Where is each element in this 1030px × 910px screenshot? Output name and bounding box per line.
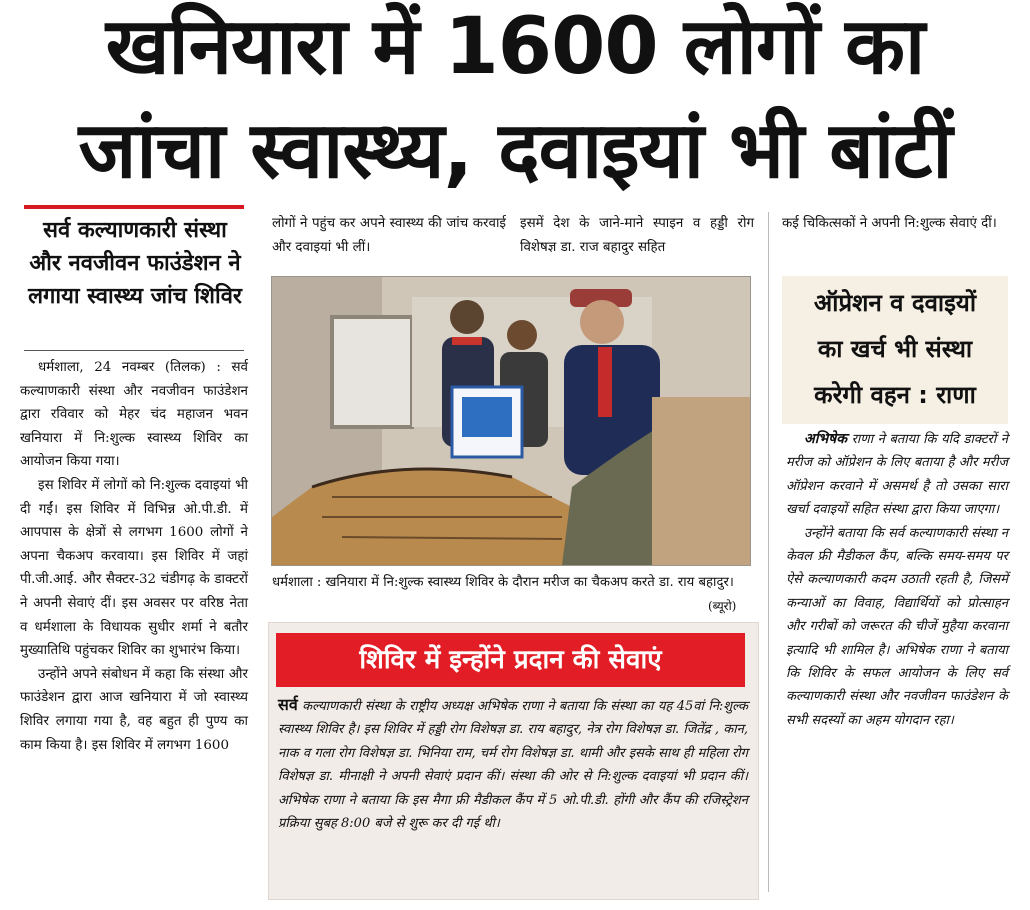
lead-word: सर्व: [278, 695, 298, 714]
article-column-1: [20, 356, 248, 757]
subheadline: सर्व कल्याणकारी संस्था और नवजीवन फाउंडेशन ने लगाया स्वास्थ्य जांच शिविर: [28, 218, 242, 309]
headline-line-1: खनियारा में 1600 लोगों का: [105, 2, 925, 92]
photo-credit: (ब्यूरो): [708, 599, 737, 613]
photo-illustration: [272, 277, 750, 565]
caption-text: धर्मशाला : खनियारा में नि:शुल्क स्वास्थ्य शिविर के दौरान मरीज का चैकअप करते डा. राय बहादुर।: [272, 575, 734, 590]
paragraph-body: राणा ने बताया कि यदि डाक्टरों ने मरीज को ऑप्रेशन के लिए बताया है और मरीज ऑप्रेशन करवाने में असमर्थ है तो उसका सारा खर्चा दवाइयों सहित संस्था द्वारा किया जाएगा।: [786, 432, 1008, 518]
pull-quote-line: करेगी वहन : राणा: [814, 381, 976, 409]
paragraph: उन्होंने बताया कि सर्व कल्याणकारी संस्था न केवल फ्री मैडीकल कैंप, बल्कि समय-समय पर ऐसे कल्याणकारी कदम उठाती रहती है, जिसमें कन्याओं का विवाह, विद्यार्थियों को प्रोत्साहन और गरीबों को जरूरत की चीजें मुहैया करवाना इत्यादि भी शामिल है। अभिषेक राणा ने बताया कि शिविर के सफल आयोजन के लिए सर्व कल्याणकारी संस्था और नवजीवन फाउंडेशन के सभी सदस्यों का अहम योगदान रहा।: [786, 525, 1008, 728]
column-divider: [768, 212, 769, 892]
red-rule: [24, 205, 244, 209]
news-photo: [271, 276, 751, 566]
lead-word: अभिषेक: [804, 431, 848, 447]
paragraph: उन्होंने अपने संबोधन में कहा कि संस्था और फाउंडेशन द्वारा आज खनियारा में जो स्वास्थ्य शिविर लगाया गया है, वह बहुत ही पुण्य का काम किया है। इस शिविर में लगभग 1600: [20, 666, 248, 753]
pull-quote-line: का खर्च भी संस्था: [817, 335, 973, 363]
divider: [24, 350, 244, 351]
pull-quote-line: ऑप्रेशन व दवाइयों: [813, 289, 977, 317]
services-banner: शिविर में इन्होंने प्रदान की सेवाएं: [276, 633, 745, 687]
article-column-4: [786, 428, 1008, 732]
pull-quote: [782, 276, 1008, 424]
paragraph: इस शिविर में लोगों को नि:शुल्क दवाइयां भी दी गईं। इस शिविर में विभिन्न ओ.पी.डी. में आपपास के क्षेत्रों से लगभग 1600 लोगों ने अपना चैकअप करवाया। इस शिविर में जहां पी.जी.आई. और सैक्टर-32 चंडीगढ़ के डाक्टरों ने अपनी सेवाएं दीं। इस अवसर पर वरिष्ठ नेता व धर्मशाला के विधायक सुधीर शर्मा ने बतौर मुख्यातिथि पहुंचकर शिविर का शुभारंभ किया।: [20, 477, 248, 659]
paragraph: [786, 428, 1008, 522]
article-column-4-top: कई चिकित्सकों ने अपनी नि:शुल्क सेवाएं दीं।: [782, 216, 997, 231]
article-column-2-top: लोगों ने पहुंच कर अपने स्वास्थ्य की जांच करवाई और दवाइयां भी लीं।: [272, 216, 506, 255]
services-text: [278, 693, 748, 835]
article-column-3-top: इसमें देश के जाने-माने स्पाइन व हड्डी रोग विशेषज्ञ डा. राज बहादुर सहित: [520, 216, 754, 255]
photo-caption: [272, 571, 754, 594]
paragraph: धर्मशाला, 24 नवम्बर (तिलक) : सर्व कल्याणकारी संस्था और नवजीवन फाउंडेशन द्वारा रविवार को मेहर चंद महाजन भवन खनियारा में नि:शुल्क स्वास्थ्य शिविर का आयोजन किया गया।: [20, 360, 248, 470]
headline-line-2: जांचा स्वास्थ्य, दवाइयां भी बांटीं: [78, 106, 952, 196]
services-body: कल्याणकारी संस्था के राष्ट्रीय अध्यक्ष अभिषेक राणा ने बताया कि संस्था का यह 45वां नि:शुल्क स्वास्थ्य शिविर है। इस शिविर में हड्डी रोग विशेषज्ञ डा. राय बहादुर, नेत्र रोग विशेषज्ञ डा. जितेंद्र , कान, नाक व गला रोग विशेषज्ञ डा. भिनिया राम, चर्म रोग विशेषज्ञ डा. थामी और इसके साथ ही महिला रोग विशेषज्ञ डा. मीनाक्षी ने अपनी सेवाएं प्रदान कीं। संस्था की ओर से नि:शुल्क दवाइयां भी प्रदान कीं। अभिषेक राणा ने बताया कि इस मैगा फ्री मैडीकल कैंप में 5 ओ.पी.डी. होंगी और कैंप की रजिस्ट्रेशन प्रक्रिया सुबह 8:00 बजे से शुरू कर दी गई थी।: [278, 699, 748, 832]
